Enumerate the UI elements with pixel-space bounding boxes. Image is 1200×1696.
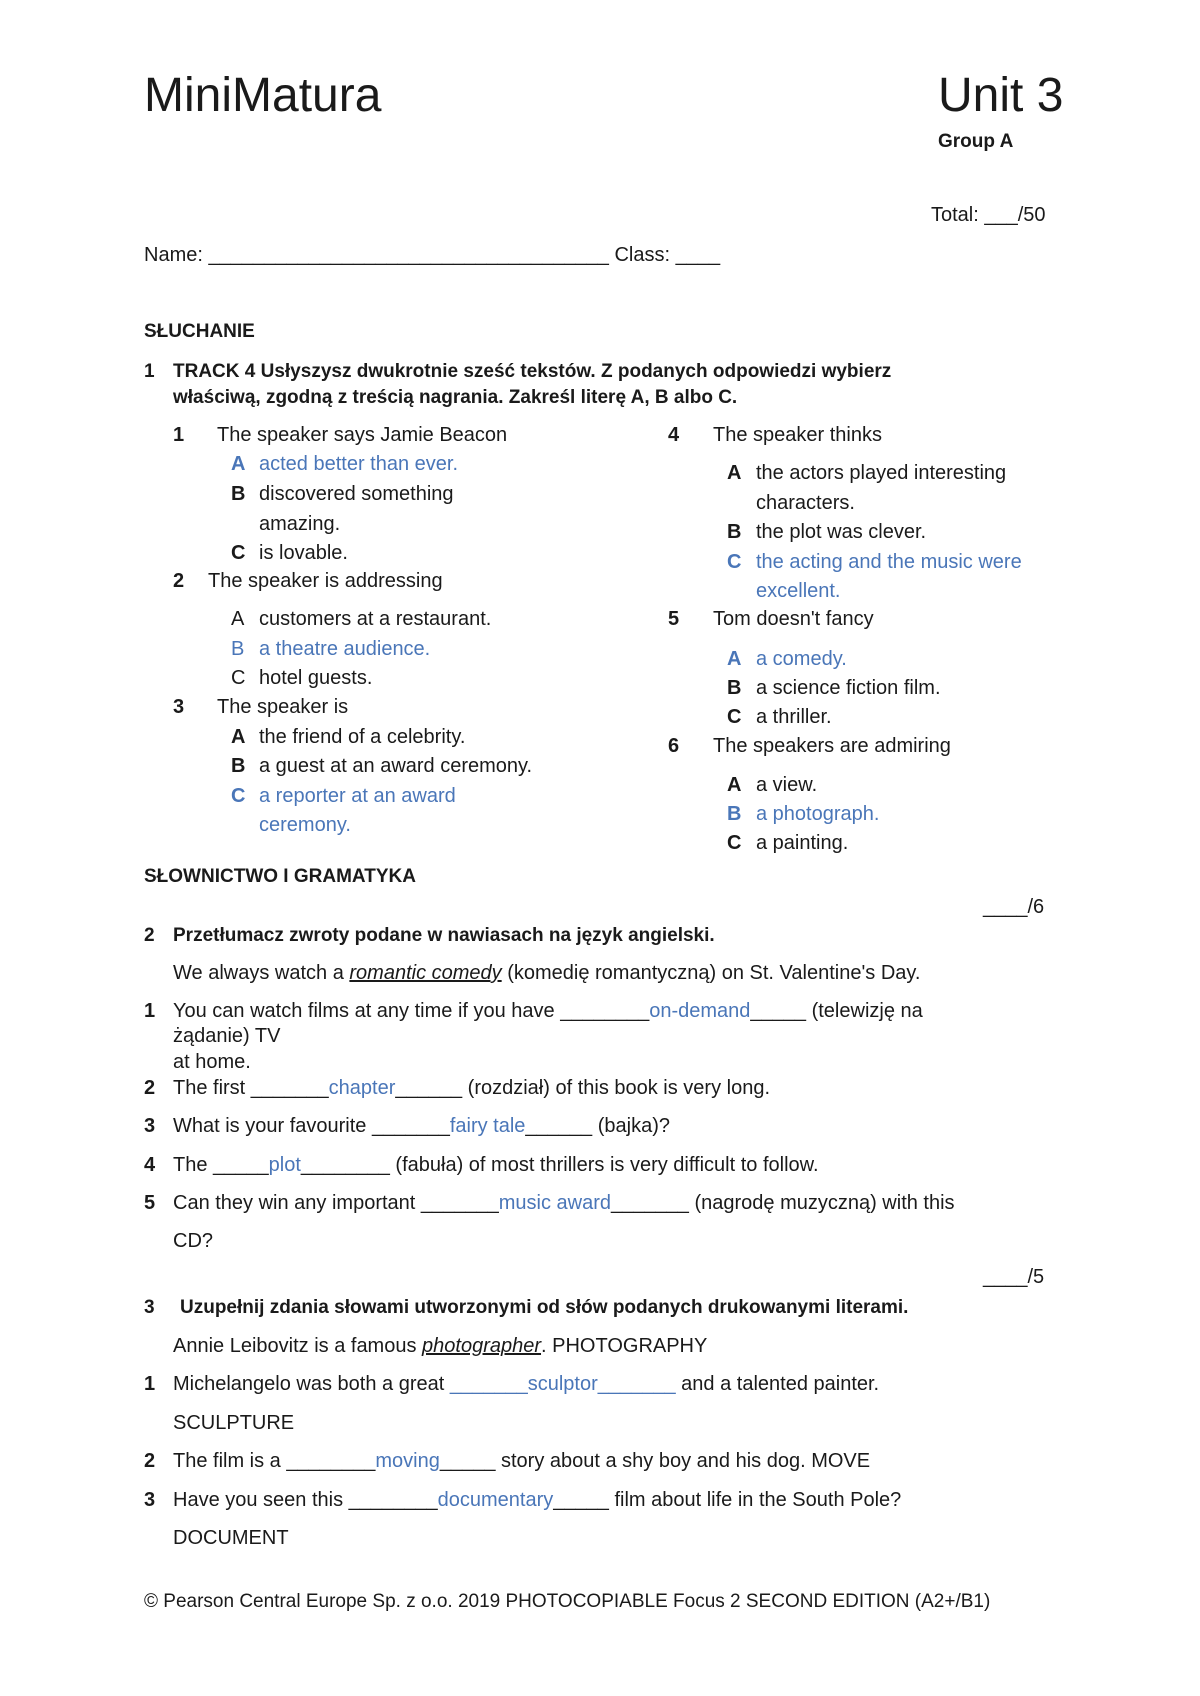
task2-item-4: The _____plot________ (fabuła) of most thrillers is very difficult to follow. xyxy=(173,1154,819,1176)
listening-q1-stem: The speaker says Jamie Beacon xyxy=(217,424,508,446)
task2-item-5: Can they win any important _______music award_______ (nagrodę muzyczną) with this xyxy=(173,1192,955,1214)
q6-option-letter: C xyxy=(727,832,742,854)
task2-item-2: The first _______chapter______ (rozdział) of this book is very long. xyxy=(173,1077,771,1099)
task2-item-5-line2: CD? xyxy=(173,1230,214,1252)
q1-option-text: discovered something xyxy=(259,483,454,505)
listening-q1-number: 1 xyxy=(173,424,185,446)
q1-option-letter: A xyxy=(231,453,246,475)
task2-item-number: 3 xyxy=(144,1115,156,1137)
name-class-line: Name: ____________________________________ Class: ____ xyxy=(144,244,721,266)
q3-option-letter: A xyxy=(231,726,246,748)
q4-option-text: the plot was clever. xyxy=(756,521,927,543)
task2-item-number: 5 xyxy=(144,1192,156,1214)
q1-option-letter: B xyxy=(231,483,246,505)
listening-q5-stem: Tom doesn't fancy xyxy=(713,608,874,630)
task3-item-1-line2: SCULPTURE xyxy=(173,1412,295,1434)
footer-copyright: © Pearson Central Europe Sp. z o.o. 2019 PHOTOCOPIABLE Focus 2 SECOND EDITION (A2+/B1) xyxy=(144,1591,991,1612)
task1-instruction-line1: TRACK 4 Usłyszysz dwukrotnie sześć tekstów. Z podanych odpowiedzi wybierz xyxy=(173,361,892,382)
q3-option-text: the friend of a celebrity. xyxy=(259,726,466,748)
task2-instruction: Przetłumacz zwroty podane w nawiasach na język angielski. xyxy=(173,925,715,946)
q6-option-letter: B xyxy=(727,803,742,825)
q2-option-text: customers at a restaurant. xyxy=(259,608,492,630)
task3-example: Annie Leibovitz is a famous photographer. PHOTOGRAPHY xyxy=(173,1335,708,1357)
task3-item-2: The film is a ________moving_____ story about a shy boy and his dog. MOVE xyxy=(173,1450,871,1472)
q6-option-text: a photograph. xyxy=(756,803,880,825)
q4-option-text: the acting and the music were xyxy=(756,551,1022,573)
q2-option-letter: A xyxy=(231,608,245,630)
task3-item-number: 1 xyxy=(144,1373,156,1395)
q6-option-letter: A xyxy=(727,774,742,796)
listening-q3-number: 3 xyxy=(173,696,185,718)
q1-option-letter: C xyxy=(231,542,246,564)
task1-number: 1 xyxy=(144,361,155,382)
task2-item-number: 2 xyxy=(144,1077,156,1099)
q1-option-text: acted better than ever. xyxy=(259,453,459,475)
q3-option-text: ceremony. xyxy=(259,814,351,836)
q5-option-letter: A xyxy=(727,648,742,670)
task3-number: 3 xyxy=(144,1297,155,1318)
task3-item-1: Michelangelo was both a great _______sculptor_______ and a talented painter. xyxy=(173,1373,880,1395)
q4-option-letter: C xyxy=(727,551,742,573)
task3-item-3: Have you seen this ________documentary_____ film about life in the South Pole? xyxy=(173,1489,902,1511)
task2-item-number: 1 xyxy=(144,1000,156,1022)
q3-option-letter: C xyxy=(231,785,246,807)
task3-item-number: 2 xyxy=(144,1450,156,1472)
q6-option-text: a view. xyxy=(756,774,818,796)
task3-score: ____/5 xyxy=(983,1266,1045,1288)
task2-item-1-line2: żądanie) TV xyxy=(173,1025,281,1047)
q5-option-letter: B xyxy=(727,677,742,699)
q4-option-letter: B xyxy=(727,521,742,543)
task3-item-3-line2: DOCUMENT xyxy=(173,1527,289,1549)
total-score: Total: ___/50 xyxy=(931,204,1046,226)
q1-option-text: is lovable. xyxy=(259,542,348,564)
q3-option-text: a guest at an award ceremony. xyxy=(259,755,533,777)
task2-score: ____/6 xyxy=(983,896,1045,918)
listening-q2-stem: The speaker is addressing xyxy=(208,570,443,592)
q5-option-text: a thriller. xyxy=(756,706,832,728)
listening-q4-stem: The speaker thinks xyxy=(713,424,882,446)
listening-q6-number: 6 xyxy=(668,735,680,757)
task2-item-1-line3: at home. xyxy=(173,1051,251,1073)
q6-option-text: a painting. xyxy=(756,832,849,854)
q4-option-text: excellent. xyxy=(756,580,841,602)
q4-option-text: the actors played interesting xyxy=(756,462,1007,484)
listening-q2-number: 2 xyxy=(173,570,185,592)
q4-option-letter: A xyxy=(727,462,742,484)
task2-example: We always watch a romantic comedy (komedię romantyczną) on St. Valentine's Day. xyxy=(173,962,921,984)
listening-q3-stem: The speaker is xyxy=(217,696,349,718)
task1-instruction-line2: właściwą, zgodną z treścią nagrania. Zakreśl literę A, B albo C. xyxy=(173,387,738,408)
task2-item-number: 4 xyxy=(144,1154,156,1176)
q2-option-text: a theatre audience. xyxy=(259,638,431,660)
q5-option-letter: C xyxy=(727,706,742,728)
q5-option-text: a science fiction film. xyxy=(756,677,941,699)
q4-option-text: characters. xyxy=(756,492,855,514)
task3-item-number: 3 xyxy=(144,1489,156,1511)
page-title: MiniMatura xyxy=(144,69,382,122)
q3-option-text: a reporter at an award xyxy=(259,785,456,807)
listening-q5-number: 5 xyxy=(668,608,680,630)
q2-option-letter: C xyxy=(231,667,246,689)
q3-option-letter: B xyxy=(231,755,246,777)
unit-label: Unit 3 xyxy=(938,69,1064,122)
task2-item-1: You can watch films at any time if you have ________on-demand_____ (telewizję na xyxy=(173,1000,923,1022)
q1-option-text: amazing. xyxy=(259,513,341,535)
task2-number: 2 xyxy=(144,925,155,946)
group-label: Group A xyxy=(938,131,1014,152)
task2-item-3: What is your favourite _______fairy tale______ (bajka)? xyxy=(173,1115,670,1137)
q5-option-text: a comedy. xyxy=(756,648,847,670)
q2-option-text: hotel guests. xyxy=(259,667,373,689)
listening-q4-number: 4 xyxy=(668,424,680,446)
task3-instruction: Uzupełnij zdania słowami utworzonymi od słów podanych drukowanymi literami. xyxy=(180,1297,909,1318)
q2-option-letter: B xyxy=(231,638,245,660)
vocabulary-heading: SŁOWNICTWO I GRAMATYKA xyxy=(144,866,416,887)
listening-heading: SŁUCHANIE xyxy=(144,321,255,342)
listening-q6-stem: The speakers are admiring xyxy=(713,735,951,757)
